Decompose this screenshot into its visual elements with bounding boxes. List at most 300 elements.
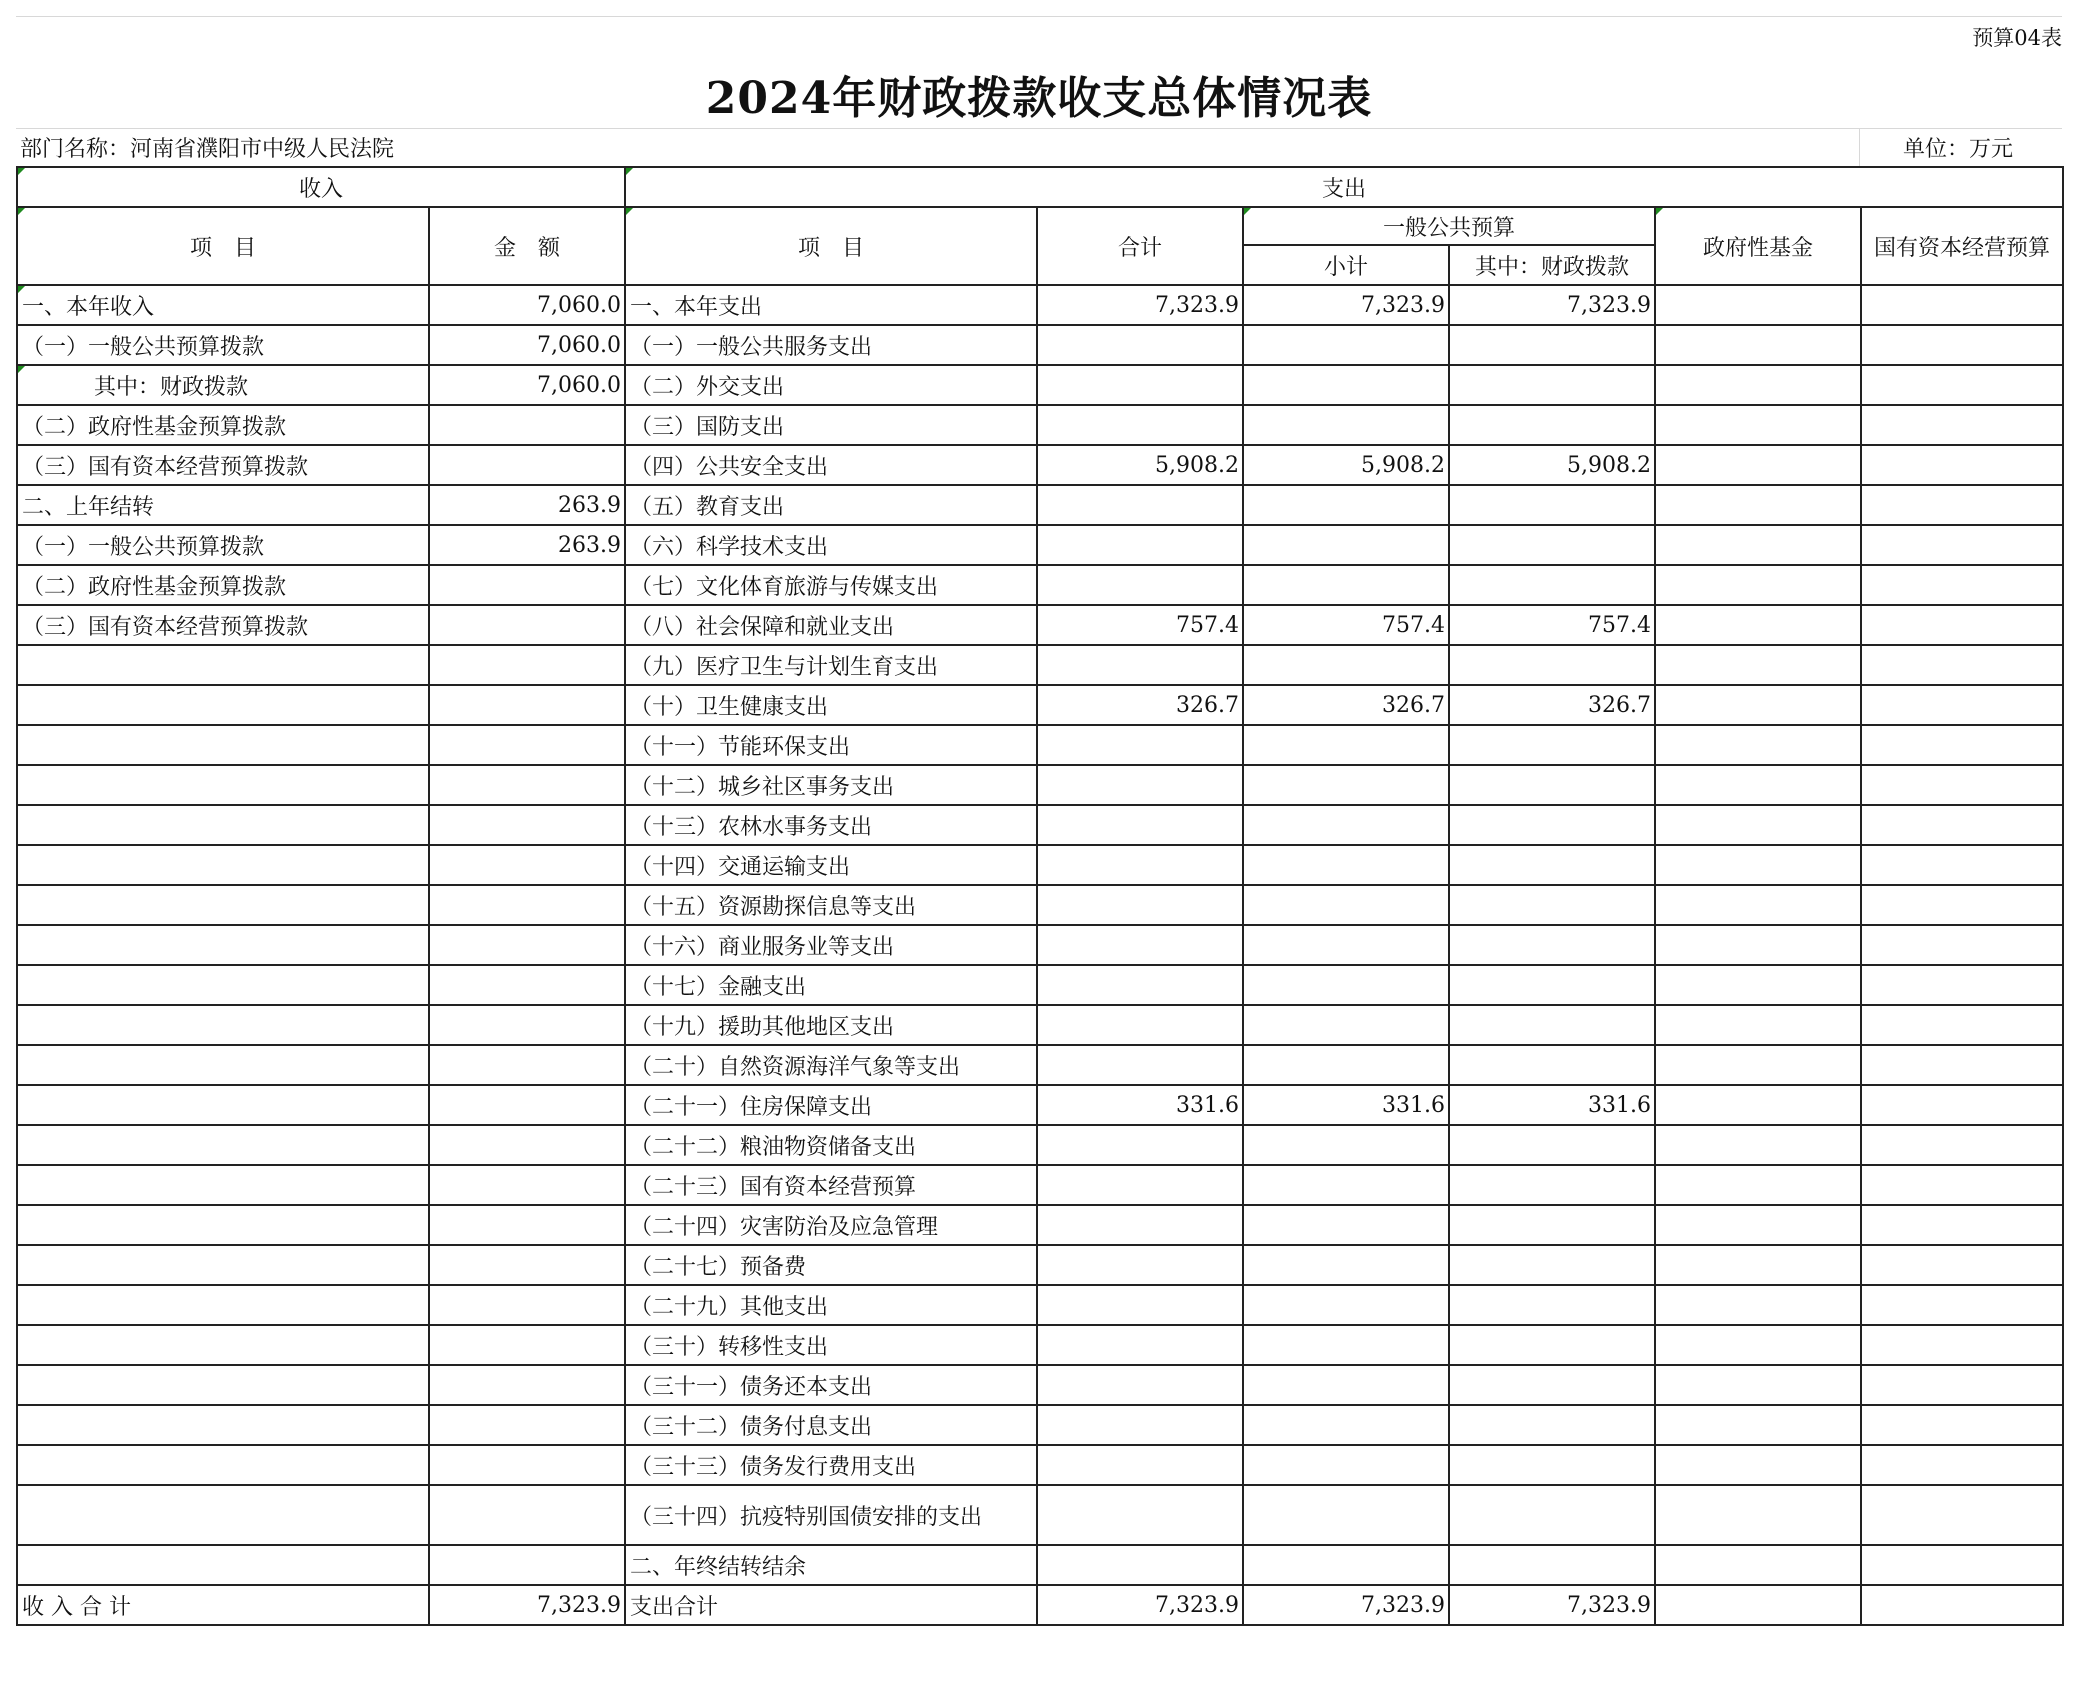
fiscal-appropriation-header: 其中：财政拨款 (1449, 245, 1655, 285)
expense-item-cell: （三十）转移性支出 (625, 1325, 1037, 1365)
fiscal-appropriation-cell (1449, 1005, 1655, 1045)
table-row (17, 1005, 2063, 1045)
expense-item-cell: （十九）援助其他地区支出 (625, 1005, 1037, 1045)
income-amount-cell (429, 1205, 625, 1245)
income-amount-cell (429, 685, 625, 725)
income-item-cell (17, 1405, 429, 1445)
state-capital-cell (1861, 1545, 2063, 1585)
expense-item-cell: （二十三）国有资本经营预算 (625, 1165, 1037, 1205)
state-capital-cell (1861, 1285, 2063, 1325)
income-item-cell (17, 1285, 429, 1325)
expense-item-cell: （十七）金融支出 (625, 965, 1037, 1005)
expense-total-cell (1037, 1485, 1243, 1545)
table-row (17, 1045, 2063, 1085)
expense-item-cell: 支出合计 (625, 1585, 1037, 1625)
general-subtotal-cell (1243, 525, 1449, 565)
fiscal-appropriation-cell (1449, 525, 1655, 565)
income-amount-cell: 7,060.0 (429, 365, 625, 405)
gov-fund-cell (1655, 485, 1861, 525)
expense-total-cell (1037, 925, 1243, 965)
income-item-cell (17, 1045, 429, 1085)
gov-fund-cell (1655, 1585, 1861, 1625)
table-row (17, 365, 2063, 405)
table-row (17, 1085, 2063, 1125)
state-capital-cell (1861, 925, 2063, 965)
general-subtotal-cell (1243, 965, 1449, 1005)
general-subtotal-cell (1243, 1205, 1449, 1245)
income-item-cell: （二）政府性基金预算拨款 (17, 565, 429, 605)
income-amount-cell (429, 885, 625, 925)
expense-item-cell: （二）外交支出 (625, 365, 1037, 405)
fiscal-appropriation-cell (1449, 1165, 1655, 1205)
expense-item-cell: （三十一）债务还本支出 (625, 1365, 1037, 1405)
fiscal-appropriation-cell (1449, 725, 1655, 765)
state-capital-cell (1861, 1325, 2063, 1365)
fiscal-appropriation-cell: 7,323.9 (1449, 1585, 1655, 1625)
fiscal-appropriation-cell: 331.6 (1449, 1085, 1655, 1125)
income-amount-cell (429, 1325, 625, 1365)
subheader-gridline (16, 128, 2062, 129)
gov-fund-cell (1655, 1125, 1861, 1165)
state-capital-cell (1861, 525, 2063, 565)
gov-fund-cell (1655, 1485, 1861, 1545)
general-subtotal-cell (1243, 645, 1449, 685)
gov-fund-cell (1655, 445, 1861, 485)
expense-item-cell: （十二）城乡社区事务支出 (625, 765, 1037, 805)
expense-total-cell (1037, 565, 1243, 605)
fiscal-appropriation-cell: 326.7 (1449, 685, 1655, 725)
income-amount-header: 金 额 (429, 207, 625, 285)
expense-item-cell: （二十七）预备费 (625, 1245, 1037, 1285)
income-header: 收入 (17, 167, 625, 207)
gov-fund-cell (1655, 1365, 1861, 1405)
income-item-cell (17, 1085, 429, 1125)
table-row (17, 805, 2063, 845)
state-capital-cell (1861, 1405, 2063, 1445)
income-item-cell (17, 965, 429, 1005)
fiscal-appropriation-cell (1449, 645, 1655, 685)
expense-item-cell: 二、年终结转结余 (625, 1545, 1037, 1585)
table-row (17, 845, 2063, 885)
expense-item-cell: 一、本年支出 (625, 285, 1037, 325)
fiscal-appropriation-cell (1449, 1205, 1655, 1245)
gov-fund-cell (1655, 1085, 1861, 1125)
expense-item-cell: （七）文化体育旅游与传媒支出 (625, 565, 1037, 605)
table-row (17, 445, 2063, 485)
table-row (17, 1165, 2063, 1205)
expense-total-cell: 7,323.9 (1037, 1585, 1243, 1625)
income-item-cell (17, 1365, 429, 1405)
fiscal-appropriation-cell (1449, 1485, 1655, 1545)
income-amount-cell: 7,323.9 (429, 1585, 625, 1625)
expense-total-cell (1037, 1205, 1243, 1245)
expense-total-cell (1037, 1005, 1243, 1045)
expense-total-cell (1037, 365, 1243, 405)
state-capital-cell (1861, 365, 2063, 405)
fiscal-appropriation-cell (1449, 1045, 1655, 1085)
income-amount-cell (429, 965, 625, 1005)
state-capital-cell (1861, 885, 2063, 925)
general-subtotal-cell (1243, 1045, 1449, 1085)
general-subtotal-cell (1243, 845, 1449, 885)
expense-total-cell (1037, 485, 1243, 525)
income-item-cell (17, 1545, 429, 1585)
expense-total-cell (1037, 1285, 1243, 1325)
state-capital-cell (1861, 645, 2063, 685)
general-subtotal-cell: 326.7 (1243, 685, 1449, 725)
department-name: 部门名称：河南省濮阳市中级人民法院 (20, 137, 395, 162)
general-subtotal-cell (1243, 1485, 1449, 1545)
income-item-cell (17, 1205, 429, 1245)
general-subtotal-cell (1243, 1545, 1449, 1585)
income-amount-cell (429, 805, 625, 845)
expense-total-cell: 5,908.2 (1037, 445, 1243, 485)
fiscal-appropriation-cell (1449, 565, 1655, 605)
state-capital-cell (1861, 605, 2063, 645)
income-amount-cell (429, 765, 625, 805)
fiscal-appropriation-cell (1449, 885, 1655, 925)
general-budget-header: 一般公共预算 (1243, 207, 1655, 245)
table-row (17, 1205, 2063, 1245)
state-capital-cell (1861, 765, 2063, 805)
state-capital-cell (1861, 1125, 2063, 1165)
income-amount-cell: 7,060.0 (429, 285, 625, 325)
expense-item-cell: （五）教育支出 (625, 485, 1037, 525)
expense-item-header: 项 目 (625, 207, 1037, 285)
table-row (17, 1585, 2063, 1625)
general-subtotal-cell (1243, 805, 1449, 845)
expense-total-cell (1037, 405, 1243, 445)
income-amount-cell (429, 1405, 625, 1445)
expense-total-cell (1037, 725, 1243, 765)
state-capital-cell (1861, 1085, 2063, 1125)
income-amount-cell (429, 1005, 625, 1045)
expense-item-cell: （二十）自然资源海洋气象等支出 (625, 1045, 1037, 1085)
general-subtotal-cell: 5,908.2 (1243, 445, 1449, 485)
gov-fund-cell (1655, 965, 1861, 1005)
general-subtotal-cell (1243, 725, 1449, 765)
expense-item-cell: （十一）节能环保支出 (625, 725, 1037, 765)
income-amount-cell (429, 1365, 625, 1405)
income-amount-cell (429, 925, 625, 965)
fiscal-appropriation-cell: 5,908.2 (1449, 445, 1655, 485)
fiscal-appropriation-cell (1449, 485, 1655, 525)
expense-item-cell: （三十四）抗疫特别国债安排的支出 (625, 1485, 1037, 1545)
table-row (17, 1485, 2063, 1545)
gov-fund-cell (1655, 525, 1861, 565)
income-item-cell (17, 1245, 429, 1285)
general-subtotal-cell (1243, 1285, 1449, 1325)
expense-total-cell (1037, 805, 1243, 845)
state-capital-cell (1861, 725, 2063, 765)
gov-fund-cell (1655, 1445, 1861, 1485)
income-amount-cell (429, 565, 625, 605)
income-amount-cell (429, 1165, 625, 1205)
fiscal-appropriation-cell (1449, 1365, 1655, 1405)
state-capital-cell (1861, 1165, 2063, 1205)
state-capital-cell (1861, 1445, 2063, 1485)
income-item-cell (17, 885, 429, 925)
expense-item-cell: （十五）资源勘探信息等支出 (625, 885, 1037, 925)
income-item-cell: （三）国有资本经营预算拨款 (17, 605, 429, 645)
table-row (17, 605, 2063, 645)
income-item-cell: （三）国有资本经营预算拨款 (17, 445, 429, 485)
expense-total-cell (1037, 765, 1243, 805)
gov-fund-cell (1655, 685, 1861, 725)
budget-table (16, 166, 2064, 1626)
expense-total-cell (1037, 1545, 1243, 1585)
income-item-cell: 其中：财政拨款 (17, 365, 429, 405)
income-item-cell (17, 1445, 429, 1485)
fiscal-appropriation-cell: 7,323.9 (1449, 285, 1655, 325)
state-capital-cell (1861, 1585, 2063, 1625)
expense-total-cell (1037, 1245, 1243, 1285)
fiscal-appropriation-cell (1449, 805, 1655, 845)
income-amount-cell (429, 845, 625, 885)
state-capital-cell (1861, 1365, 2063, 1405)
expense-total-cell (1037, 845, 1243, 885)
gov-fund-cell (1655, 645, 1861, 685)
table-row (17, 965, 2063, 1005)
table-row (17, 565, 2063, 605)
general-subtotal-cell (1243, 1445, 1449, 1485)
state-capital-cell (1861, 685, 2063, 725)
state-capital-cell (1861, 1485, 2063, 1545)
general-subtotal-cell: 757.4 (1243, 605, 1449, 645)
table-row (17, 765, 2063, 805)
expense-total-cell (1037, 325, 1243, 365)
gov-fund-cell (1655, 845, 1861, 885)
expense-item-cell: （三十二）债务付息支出 (625, 1405, 1037, 1445)
gov-fund-cell (1655, 1205, 1861, 1245)
state-capital-cell (1861, 845, 2063, 885)
expense-total-cell (1037, 1125, 1243, 1165)
expense-item-cell: （十三）农林水事务支出 (625, 805, 1037, 845)
income-amount-cell (429, 1045, 625, 1085)
income-item-cell (17, 685, 429, 725)
gov-fund-cell (1655, 1545, 1861, 1585)
income-amount-cell (429, 1445, 625, 1485)
general-subtotal-cell (1243, 1125, 1449, 1165)
state-capital-cell (1861, 805, 2063, 845)
fiscal-appropriation-cell (1449, 1405, 1655, 1445)
table-row (17, 1285, 2063, 1325)
expense-header: 支出 (625, 167, 2063, 207)
general-subtotal-cell (1243, 325, 1449, 365)
table-row (17, 1545, 2063, 1585)
table-row (17, 1245, 2063, 1285)
table-row (17, 725, 2063, 765)
fiscal-appropriation-cell (1449, 325, 1655, 365)
expense-total-cell: 7,323.9 (1037, 285, 1243, 325)
expense-total-cell (1037, 1165, 1243, 1205)
general-subtotal-cell (1243, 1165, 1449, 1205)
income-amount-cell (429, 445, 625, 485)
gov-fund-cell (1655, 565, 1861, 605)
expense-total-cell (1037, 1445, 1243, 1485)
income-amount-cell (429, 405, 625, 445)
expense-item-cell: （三十三）债务发行费用支出 (625, 1445, 1037, 1485)
general-subtotal-cell (1243, 1005, 1449, 1045)
income-item-header: 项 目 (17, 207, 429, 285)
gov-fund-cell (1655, 1165, 1861, 1205)
table-row (17, 925, 2063, 965)
fiscal-appropriation-cell (1449, 1245, 1655, 1285)
fiscal-appropriation-cell (1449, 845, 1655, 885)
fiscal-appropriation-cell (1449, 1285, 1655, 1325)
income-amount-cell (429, 1545, 625, 1585)
general-subtotal-cell (1243, 405, 1449, 445)
gov-fund-cell (1655, 805, 1861, 845)
state-capital-cell (1861, 965, 2063, 1005)
gov-fund-cell (1655, 325, 1861, 365)
income-amount-cell: 263.9 (429, 525, 625, 565)
income-item-cell (17, 645, 429, 685)
table-row (17, 525, 2063, 565)
gov-fund-cell (1655, 1005, 1861, 1045)
expense-total-cell (1037, 645, 1243, 685)
general-subtotal-cell (1243, 885, 1449, 925)
gov-fund-header: 政府性基金 (1655, 207, 1861, 285)
expense-item-cell: （九）医疗卫生与计划生育支出 (625, 645, 1037, 685)
expense-item-cell: （二十四）灾害防治及应急管理 (625, 1205, 1037, 1245)
expense-total-cell (1037, 1365, 1243, 1405)
gov-fund-cell (1655, 1405, 1861, 1445)
income-item-cell (17, 925, 429, 965)
expense-total-cell: 757.4 (1037, 605, 1243, 645)
income-item-cell: （一）一般公共预算拨款 (17, 525, 429, 565)
expense-total-cell (1037, 1325, 1243, 1365)
general-subtotal-cell: 7,323.9 (1243, 1585, 1449, 1625)
general-subtotal-cell (1243, 1365, 1449, 1405)
page-title: 2024年财政拨款收支总体情况表 (705, 73, 1373, 124)
gov-fund-cell (1655, 1245, 1861, 1285)
gov-fund-cell (1655, 925, 1861, 965)
general-subtotal-cell (1243, 1405, 1449, 1445)
income-amount-cell (429, 1085, 625, 1125)
top-gridline (16, 16, 2062, 17)
income-amount-cell (429, 1485, 625, 1545)
general-subtotal-cell (1243, 1245, 1449, 1285)
expense-item-cell: （六）科学技术支出 (625, 525, 1037, 565)
income-item-cell (17, 725, 429, 765)
income-item-cell (17, 1485, 429, 1545)
table-row (17, 885, 2063, 925)
gov-fund-cell (1655, 285, 1861, 325)
state-capital-cell (1861, 485, 2063, 525)
unit-separator (1859, 128, 1860, 166)
table-row (17, 325, 2063, 365)
income-item-cell (17, 1125, 429, 1165)
income-amount-cell (429, 605, 625, 645)
gov-fund-cell (1655, 725, 1861, 765)
income-amount-cell (429, 1285, 625, 1325)
fiscal-appropriation-cell (1449, 965, 1655, 1005)
state-capital-cell (1861, 1045, 2063, 1085)
form-code: 预算04表 (1972, 26, 2062, 50)
state-capital-cell (1861, 1245, 2063, 1285)
expense-total-cell (1037, 965, 1243, 1005)
fiscal-appropriation-cell (1449, 925, 1655, 965)
state-capital-cell (1861, 285, 2063, 325)
general-subtotal-cell (1243, 925, 1449, 965)
expense-total-header: 合计 (1037, 207, 1243, 285)
expense-item-cell: （十六）商业服务业等支出 (625, 925, 1037, 965)
income-item-cell: 收 入 合 计 (17, 1585, 429, 1625)
gov-fund-cell (1655, 605, 1861, 645)
state-capital-cell (1861, 565, 2063, 605)
general-subtotal-cell (1243, 765, 1449, 805)
income-amount-cell (429, 645, 625, 685)
income-item-cell (17, 1165, 429, 1205)
gov-fund-cell (1655, 885, 1861, 925)
general-subtotal-cell: 331.6 (1243, 1085, 1449, 1125)
expense-item-cell: （四）公共安全支出 (625, 445, 1037, 485)
expense-total-cell (1037, 1045, 1243, 1085)
gov-fund-cell (1655, 405, 1861, 445)
state-capital-cell (1861, 405, 2063, 445)
table-row (17, 685, 2063, 725)
expense-total-cell: 326.7 (1037, 685, 1243, 725)
table-row (17, 645, 2063, 685)
income-item-cell (17, 845, 429, 885)
expense-total-cell: 331.6 (1037, 1085, 1243, 1125)
state-capital-header: 国有资本经营预算 (1861, 207, 2063, 285)
fiscal-appropriation-cell: 757.4 (1449, 605, 1655, 645)
general-subtotal-cell (1243, 485, 1449, 525)
income-item-cell (17, 1325, 429, 1365)
income-item-cell (17, 1005, 429, 1045)
subtotal-header: 小计 (1243, 245, 1449, 285)
state-capital-cell (1861, 1205, 2063, 1245)
expense-total-cell (1037, 885, 1243, 925)
income-item-cell (17, 805, 429, 845)
income-item-cell: 一、本年收入 (17, 285, 429, 325)
table-row (17, 1405, 2063, 1445)
expense-item-cell: （三）国防支出 (625, 405, 1037, 445)
income-amount-cell: 7,060.0 (429, 325, 625, 365)
income-item-cell (17, 765, 429, 805)
gov-fund-cell (1655, 1045, 1861, 1085)
income-amount-cell: 263.9 (429, 485, 625, 525)
expense-total-cell (1037, 1405, 1243, 1445)
expense-item-cell: （二十一）住房保障支出 (625, 1085, 1037, 1125)
fiscal-appropriation-cell (1449, 405, 1655, 445)
income-amount-cell (429, 1245, 625, 1285)
expense-item-cell: （二十二）粮油物资储备支出 (625, 1125, 1037, 1165)
fiscal-appropriation-cell (1449, 1125, 1655, 1165)
general-subtotal-cell (1243, 565, 1449, 605)
unit-label: 单位：万元 (1903, 137, 2014, 162)
state-capital-cell (1861, 325, 2063, 365)
income-amount-cell (429, 1125, 625, 1165)
gov-fund-cell (1655, 365, 1861, 405)
general-subtotal-cell (1243, 365, 1449, 405)
income-item-cell: （二）政府性基金预算拨款 (17, 405, 429, 445)
gov-fund-cell (1655, 1285, 1861, 1325)
state-capital-cell (1861, 1005, 2063, 1045)
gov-fund-cell (1655, 1325, 1861, 1365)
income-item-cell: （一）一般公共预算拨款 (17, 325, 429, 365)
income-amount-cell (429, 725, 625, 765)
general-subtotal-cell: 7,323.9 (1243, 285, 1449, 325)
expense-item-cell: （十）卫生健康支出 (625, 685, 1037, 725)
table-row (17, 285, 2063, 325)
expense-item-cell: （二十九）其他支出 (625, 1285, 1037, 1325)
fiscal-appropriation-cell (1449, 765, 1655, 805)
expense-item-cell: （一）一般公共服务支出 (625, 325, 1037, 365)
fiscal-appropriation-cell (1449, 1445, 1655, 1485)
